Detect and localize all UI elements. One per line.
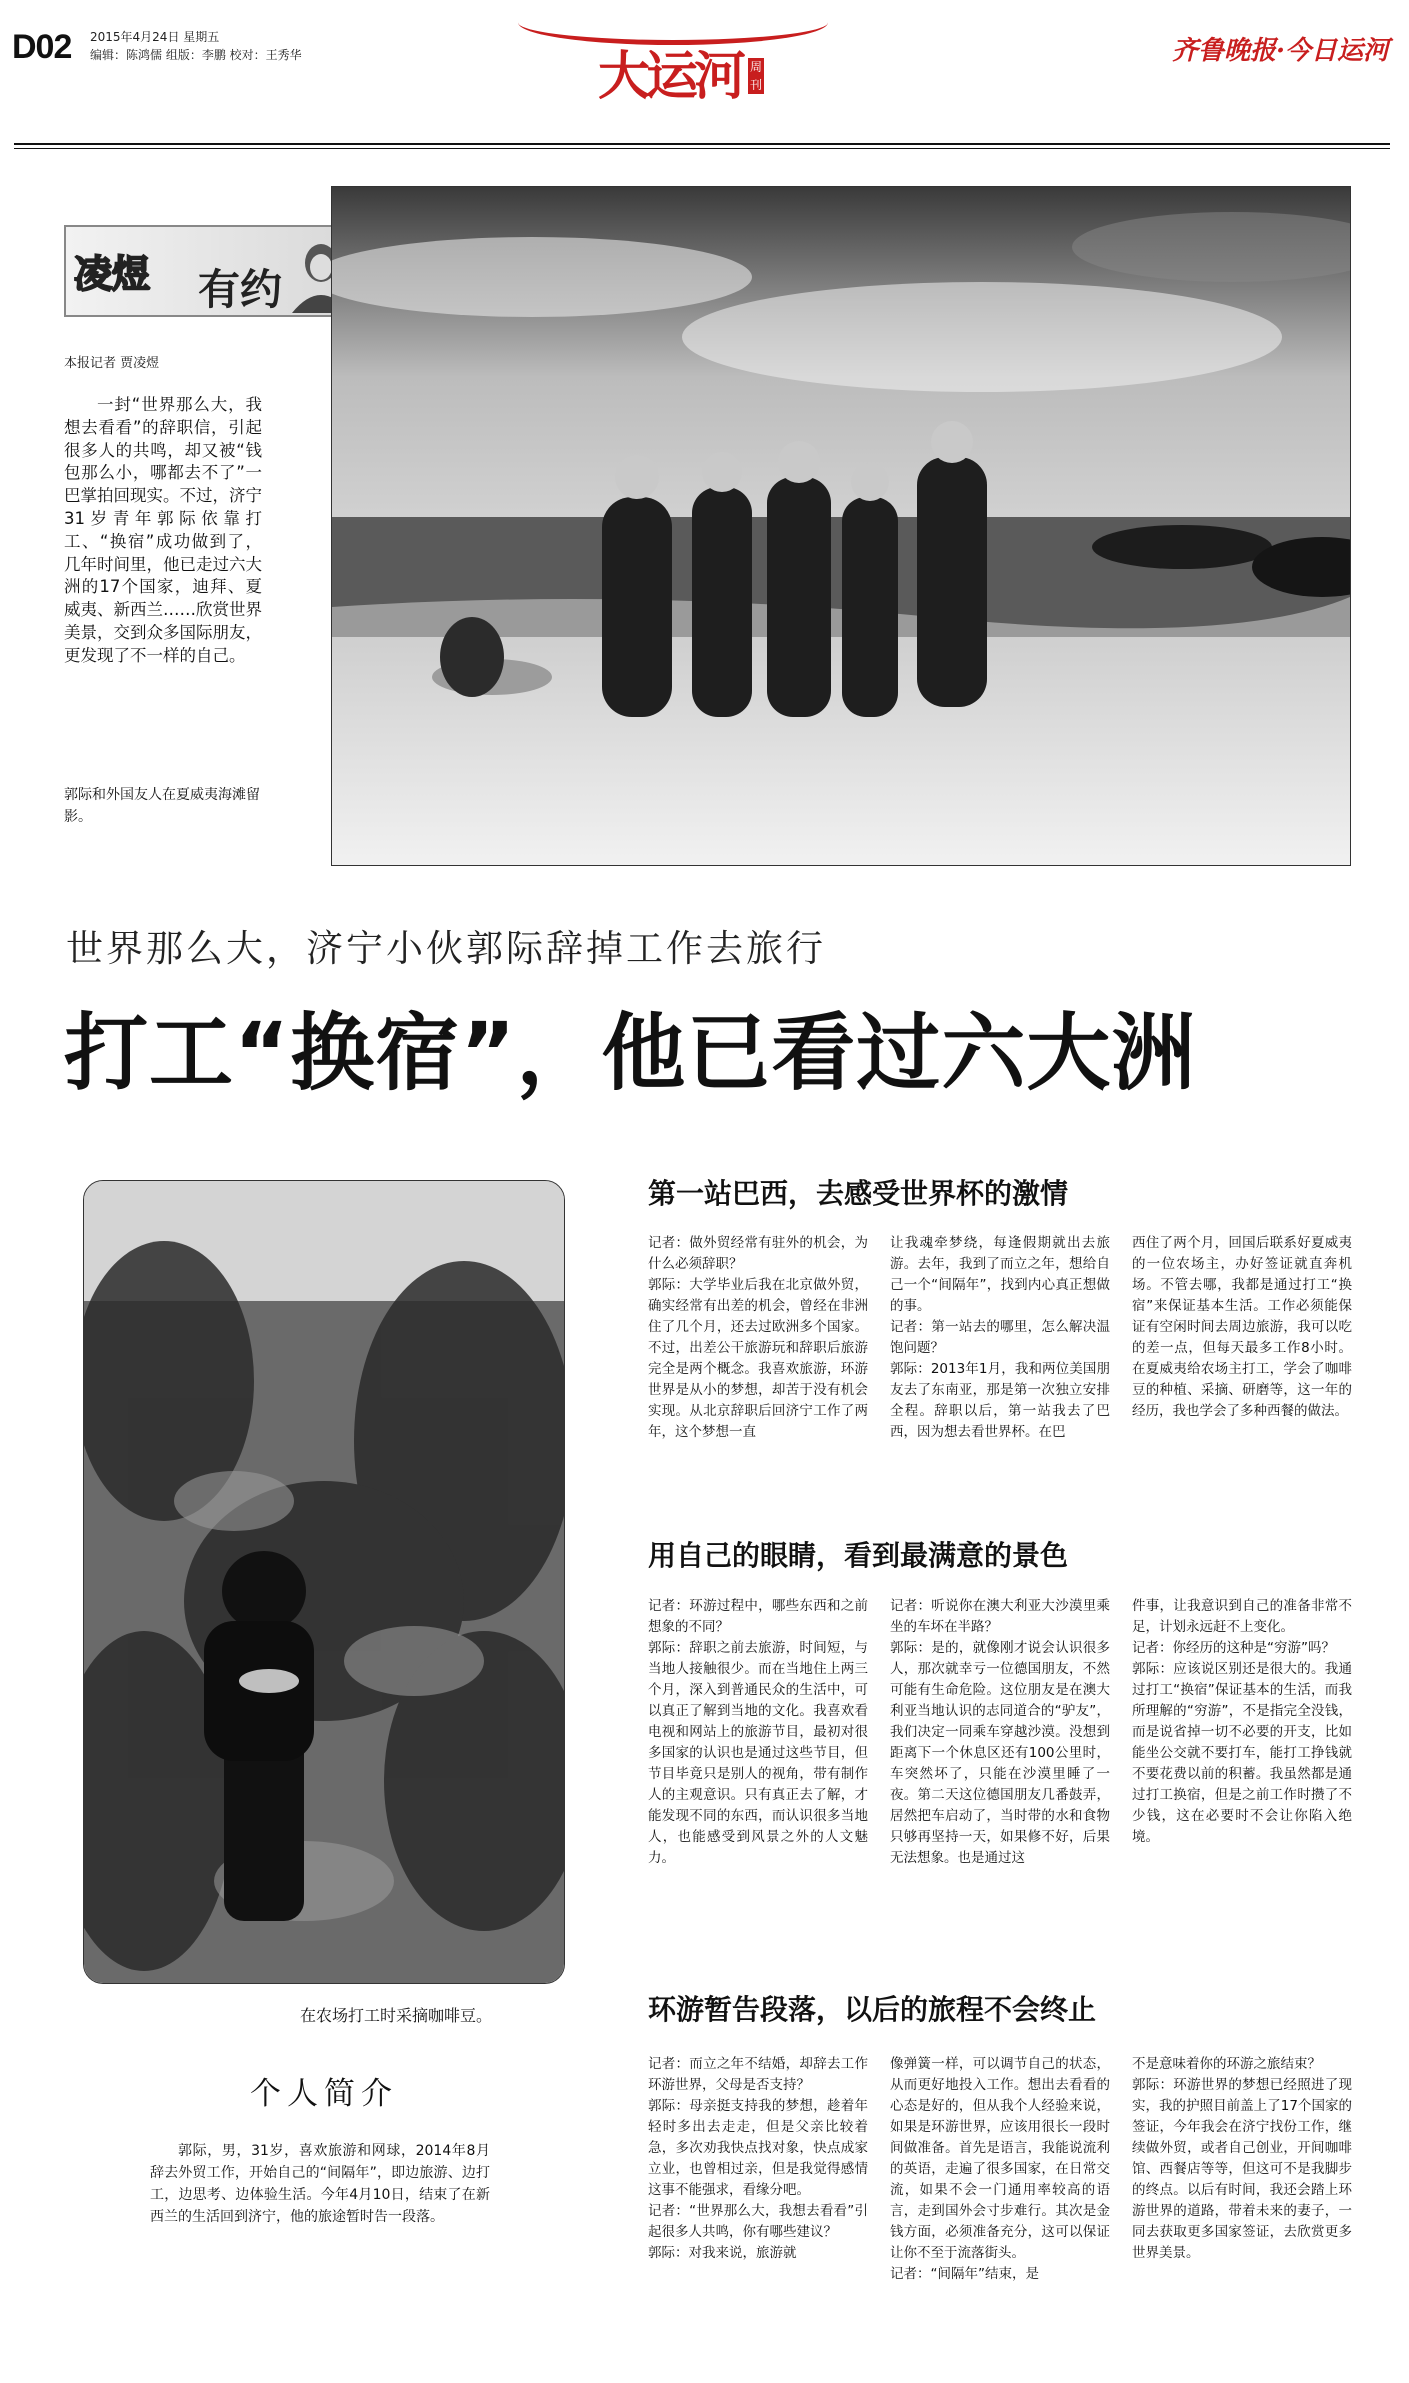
section2-title: 用自己的眼睛，看到最满意的景色 <box>648 1539 1069 1572</box>
section3-title: 环游暂告段落，以后的旅程不会终止 <box>648 1993 1097 2026</box>
page-number: D02 <box>12 28 72 66</box>
article-subtitle: 世界那么大，济宁小伙郭际辞掉工作去旅行 <box>66 927 826 970</box>
section1-col1: 记者：做外贸经常有驻外的机会，为什么必须辞职？ 郭际：大学毕业后我在北京做外贸，确实经常有出差的机会，曾经在非洲住了几个月，还去过欧洲多个国家。不过，出差公干旅游玩和辞职后旅游完全是两个概念。我喜欢旅游，环游世界是从小的梦想，却苦于没有机会实现。从北京辞职后回济宁工作了两年，这个梦想一直 <box>648 1235 868 1440</box>
beach-photo <box>331 186 1351 866</box>
farm-photo-image <box>84 1181 564 1983</box>
editors-line: 编辑：陈鸿儒 组版：李鹏 校对：王秀华 <box>90 48 302 62</box>
issue-meta <box>90 28 302 64</box>
section1-col2: 让我魂牵梦绕，每逢假期就出去旅游。去年，我到了而立之年，想给自己一个“间隔年”，找到内心真正想做的事。 记者：第一站去的哪里，怎么解决温饱问题？ 郭际：2013年1月，我和两位美国朋友去了东南亚，那是第一次独立安排全程。辞职以后，第一站我去了巴西，因为想去看世界杯。在巴 <box>890 1235 1110 1440</box>
column-logo-name: 凌煜 <box>74 252 151 296</box>
beach-photo-image <box>332 187 1350 865</box>
section1-col3: 西住了两个月，回国后联系好夏威夷的一位农场主，办好签证就直奔机场。不管去哪，我都是通过打工“换宿”来保证基本生活。工作必须能保证有空闲时间去周边旅游，我可以吃的差一点，但每天最多工作8小时。在夏威夷给农场主打工，学会了咖啡豆的种植、采摘、研磨等，这一年的经历，我也学会了多种西餐的做法。 <box>1132 1235 1352 1419</box>
intro-paragraph: 一封“世界那么大，我想去看看”的辞职信，引起很多人的共鸣，却又被“钱包那么小，哪都去不了”一巴掌拍回现实。不过，济宁31岁青年郭际依靠打工、“换宿”成功做到了，几年时间里，他已走过六大洲的17个国家，迪拜、夏威夷、新西兰……欣赏世界美景，交到众多国际朋友，更发现了不一样的自己。 <box>64 395 262 665</box>
logo-text: 大运河 <box>598 46 743 107</box>
section3-col1: 记者：而立之年不结婚，却辞去工作环游世界，父母是否支持？ 郭际：母亲挺支持我的梦想，趁着年轻时多出去走走，但是父亲比较着急，多次劝我快点找对象，快点成家立业，也曾相过亲，但是我觉得感情这事不能强求，看缘分吧。 记者：“世界那么大，我想去看看”引起很多人共鸣，你有哪些建议？ 郭际：对我来说，旅游就 <box>648 2056 868 2261</box>
bio-text: 郭际，男，31岁，喜欢旅游和网球，2014年8月辞去外贸工作，开始自己的“间隔年”，即边旅游、边打工，边思考、边体验生活。今年4月10日，结束了在新西兰的生活回到济宁，他的旅途暂时告一段落。 <box>150 2143 490 2225</box>
section3-col2: 像弹簧一样，可以调节自己的状态，从而更好地投入工作。想出去看看的心态是好的，但从我个人经验来说，如果是环游世界，应该用很长一段时间做准备。首先是语言，我能说流利的英语，走遍了很多国家，在日常交流，如果不会一门通用率较高的语言，走到国外会寸步难行。其次是金钱方面，必须准备充分，这可以保证让你不至于流落街头。 记者：“间隔年”结束，是 <box>890 2056 1110 2282</box>
newspaper-title: 齐鲁晚报·今日运河 <box>1171 36 1389 66</box>
photo2-caption: 在农场打工时采摘咖啡豆。 <box>300 2006 493 2025</box>
bio-title: 个人简介 <box>250 2076 398 2112</box>
section1-title: 第一站巴西，去感受世界杯的激情 <box>648 1177 1069 1210</box>
masthead-rule <box>14 143 1390 145</box>
section2-col1: 记者：环游过程中，哪些东西和之前想象的不同？ 郭际：辞职之前去旅游，时间短，与当地人接触很少。而在当地住上两三个月，深入到普通民众的生活中，可以真正了解到当地的文化。我喜欢看电视和网站上的旅游节目，最初对很多国家的认识也是通过这些节目，但节目毕竟只是别人的视角，带有制作人的主观意识。只有真正去了解，才能发现不同的东西，而认识很多当地人，也能感受到风景之外的人文魅力。 <box>648 1598 868 1866</box>
farm-photo <box>83 1180 565 1984</box>
logo-tag: 周刊 <box>749 60 762 92</box>
section3-col3: 不是意味着你的环游之旅结束？ 郭际：环游世界的梦想已经照进了现实，我的护照目前盖上了17个国家的签证，今年我会在济宁找份工作，继续做外贸，或者自己创业，开间咖啡馆、西餐店等等，但这可不是我脚步的终点。以后有时间，我还会踏上环游世界的道路，带着未来的妻子，一同去获取更多国家签证，去欣赏更多世界美景。 <box>1132 2056 1352 2261</box>
photo1-caption: 郭际和外国友人在夏威夷海滩留影。 <box>64 787 260 825</box>
column-logo <box>64 225 366 317</box>
section2-col2: 记者：听说你在澳大利亚大沙漠里乘坐的车坏在半路？ 郭际：是的，就像刚才说会认识很多人，那次就幸亏一位德国朋友，不然可能有生命危险。这位朋友是在澳大利亚当地认识的志同道合的“驴友”，我们决定一同乘车穿越沙漠。没想到距离下一个休息区还有100公里时，车突然坏了，只能在沙漠里睡了一夜。第二天这位德国朋友几番鼓弄，居然把车启动了，当时带的水和食物只够再坚持一天，如果修不好，后果无法想象。也是通过这 <box>890 1598 1110 1866</box>
article-headline: 打工“换宿”，他已看过六大洲 <box>64 1004 1197 1102</box>
date-line: 2015年4月24日 星期五 <box>90 30 220 44</box>
masthead-rule-thin <box>14 148 1390 149</box>
column-logo-title: 有约 <box>198 265 283 314</box>
supplement-logo <box>598 28 762 107</box>
byline: 本报记者 贾凌煜 <box>64 356 160 371</box>
section2-col3: 件事，让我意识到自己的准备非常不足，计划永远赶不上变化。 记者：你经历的这种是“穷游”吗？ 郭际：应该说区别还是很大的。我通过打工“换宿”保证基本的生活，而我所理解的“穷游”，不是指完全没钱，而是说省掉一切不必要的开支，比如能坐公交就不要打车，能打工挣钱就不要花费以前的积蓄。我虽然都是通过打工换宿，但是之前工作时攒了不少钱，这在必要时不会让你陷入绝境。 <box>1132 1598 1352 1845</box>
